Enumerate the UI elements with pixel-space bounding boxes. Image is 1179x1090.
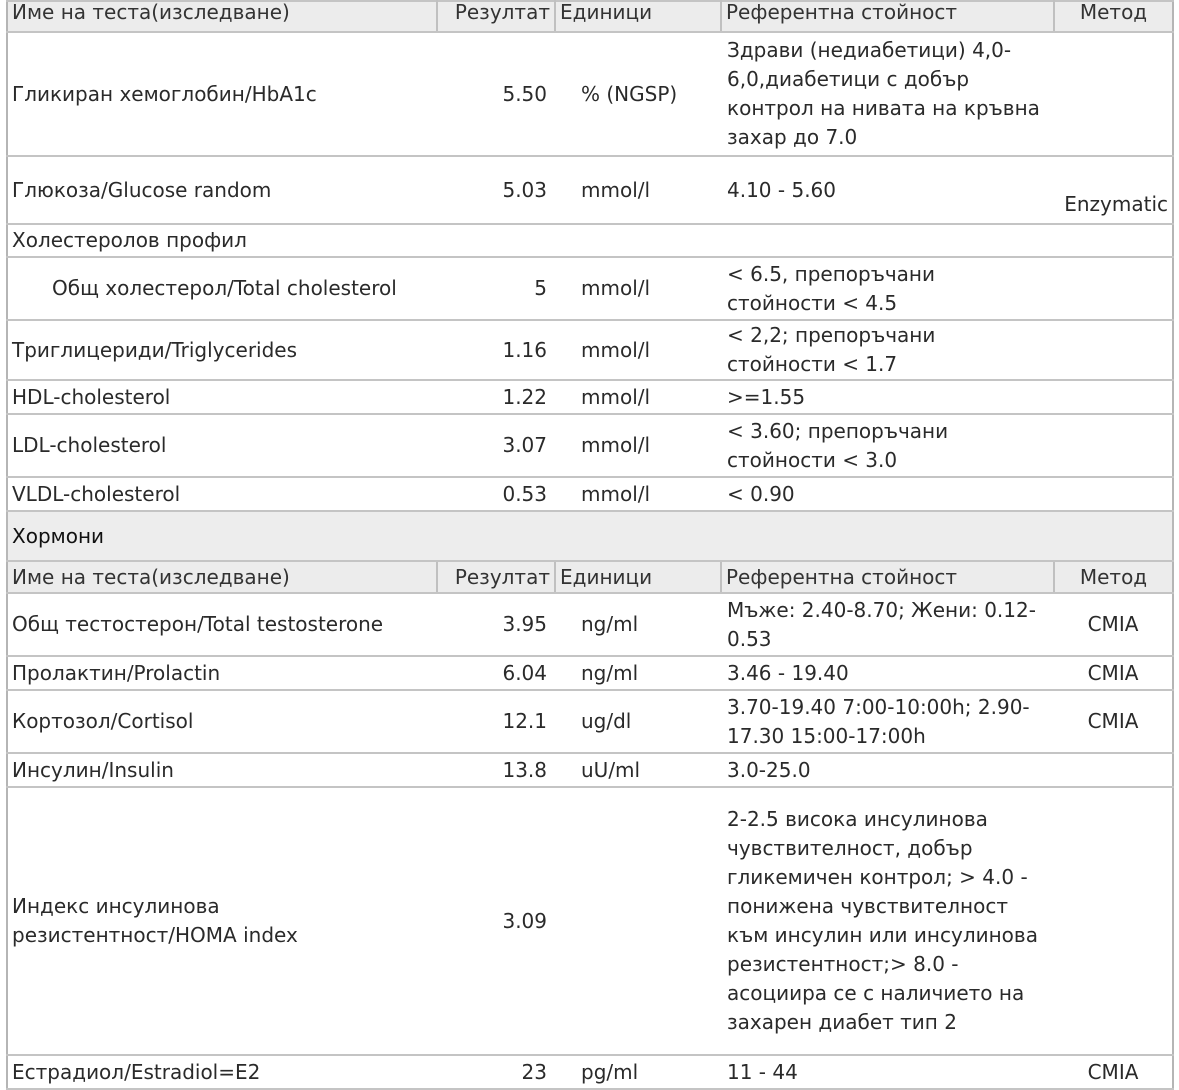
column-header-reference: Референтна стойност <box>721 561 1054 593</box>
lab-results-table <box>6 0 1174 1090</box>
test-units: ng/ml <box>555 656 721 690</box>
test-units: ug/dl <box>555 690 721 753</box>
table-row <box>7 257 1173 320</box>
test-units: mmol/l <box>555 156 721 224</box>
test-units: uU/ml <box>555 753 721 787</box>
test-name: Индекс инсулинова резистентност/HOMA index <box>7 787 437 1055</box>
test-units <box>555 787 721 1055</box>
column-header-reference: Референтна стойност <box>721 1 1054 32</box>
test-name: Триглицериди/Triglycerides <box>7 320 437 380</box>
table-row <box>7 753 1173 787</box>
test-name: Общ холестерол/Total cholesterol <box>7 257 437 320</box>
table-row <box>7 593 1173 656</box>
column-header-units: Единици <box>555 561 721 593</box>
test-method <box>1054 32 1173 156</box>
test-reference: >=1.55 <box>721 380 1054 414</box>
test-reference: 4.10 - 5.60 <box>721 156 1054 224</box>
test-method <box>1054 257 1173 320</box>
table-row <box>7 320 1173 380</box>
test-name: Общ тестостерон/Total testosterone <box>7 593 437 656</box>
test-units: mmol/l <box>555 414 721 477</box>
test-method <box>1054 414 1173 477</box>
test-name: Глюкоза/Glucose random <box>7 156 437 224</box>
column-header-name: Име на теста(изследване) <box>7 561 437 593</box>
test-method: CMIA <box>1054 1055 1173 1089</box>
table-header-row <box>7 561 1173 593</box>
test-result: 1.16 <box>437 320 555 380</box>
column-header-name: Име на теста(изследване) <box>7 1 437 32</box>
test-result: 13.8 <box>437 753 555 787</box>
test-units: mmol/l <box>555 257 721 320</box>
test-result: 3.09 <box>437 787 555 1055</box>
table-row <box>7 32 1173 156</box>
test-name: HDL-cholesterol <box>7 380 437 414</box>
table-row <box>7 656 1173 690</box>
column-header-method: Метод <box>1054 1 1173 32</box>
section-title: Хормони <box>7 511 1173 561</box>
table-row <box>7 380 1173 414</box>
test-reference: < 3.60; препоръчани стойности < 3.0 <box>721 414 1054 477</box>
test-units: % (NGSP) <box>555 32 721 156</box>
test-reference: 11 - 44 <box>721 1055 1054 1089</box>
test-name: Пролактин/Prolactin <box>7 656 437 690</box>
test-method <box>1054 753 1173 787</box>
test-result: 3.95 <box>437 593 555 656</box>
test-name: VLDL-cholesterol <box>7 477 437 511</box>
test-reference: 3.46 - 19.40 <box>721 656 1054 690</box>
test-reference: 2-2.5 висока инсулинова чувствителност, добър гликемичен контрол; > 4.0 - понижена чувствителност към инсулин или инсулинова резистентност;> 8.0 - асоциира се с наличието на захарен диабет тип 2 <box>721 787 1054 1055</box>
column-header-result: Резултат <box>437 1 555 32</box>
table-row <box>7 414 1173 477</box>
test-units: mmol/l <box>555 380 721 414</box>
test-units: pg/ml <box>555 1055 721 1089</box>
test-method: CMIA <box>1054 656 1173 690</box>
test-method: CMIA <box>1054 690 1173 753</box>
column-header-result: Резултат <box>437 561 555 593</box>
test-method <box>1054 477 1173 511</box>
table-row <box>7 690 1173 753</box>
test-result: 23 <box>437 1055 555 1089</box>
test-result: 5.03 <box>437 156 555 224</box>
test-result: 0.53 <box>437 477 555 511</box>
test-name: Кортозол/Cortisol <box>7 690 437 753</box>
test-units: mmol/l <box>555 320 721 380</box>
test-method: Enzymatic <box>1054 156 1173 224</box>
test-result: 3.07 <box>437 414 555 477</box>
test-name: LDL-cholesterol <box>7 414 437 477</box>
table-row <box>7 156 1173 224</box>
test-result: 1.22 <box>437 380 555 414</box>
test-units: mmol/l <box>555 477 721 511</box>
test-result: 12.1 <box>437 690 555 753</box>
test-result: 5.50 <box>437 32 555 156</box>
group-row-cholesterol-profile <box>7 224 1173 257</box>
lab-results-page <box>6 0 1172 1090</box>
group-label: Холестеролов профил <box>7 224 1173 257</box>
test-reference: < 2,2; препоръчани стойности < 1.7 <box>721 320 1054 380</box>
test-units: ng/ml <box>555 593 721 656</box>
test-method <box>1054 320 1173 380</box>
column-header-units: Единици <box>555 1 721 32</box>
test-method: CMIA <box>1054 593 1173 656</box>
section-header-hormones <box>7 511 1173 561</box>
test-method <box>1054 787 1173 1055</box>
test-name: Инсулин/Insulin <box>7 753 437 787</box>
table-row <box>7 1055 1173 1089</box>
table-header-row <box>7 1 1173 32</box>
test-name: Гликиран хемоглобин/HbA1c <box>7 32 437 156</box>
test-reference: Здрави (недиабетици) 4,0-6,0,диабетици с добър контрол на нивата на кръвна захар до 7.0 <box>721 32 1054 156</box>
test-result: 6.04 <box>437 656 555 690</box>
column-header-method: Метод <box>1054 561 1173 593</box>
test-reference: 3.0-25.0 <box>721 753 1054 787</box>
test-method <box>1054 380 1173 414</box>
test-result: 5 <box>437 257 555 320</box>
test-reference: < 6.5, препоръчани стойности < 4.5 <box>721 257 1054 320</box>
table-row <box>7 477 1173 511</box>
table-row <box>7 787 1173 1055</box>
test-reference: Мъже: 2.40-8.70; Жени: 0.12-0.53 <box>721 593 1054 656</box>
test-reference: < 0.90 <box>721 477 1054 511</box>
test-name: Естрадиол/Estradiol=E2 <box>7 1055 437 1089</box>
test-reference: 3.70-19.40 7:00-10:00h; 2.90-17.30 15:00-17:00h <box>721 690 1054 753</box>
